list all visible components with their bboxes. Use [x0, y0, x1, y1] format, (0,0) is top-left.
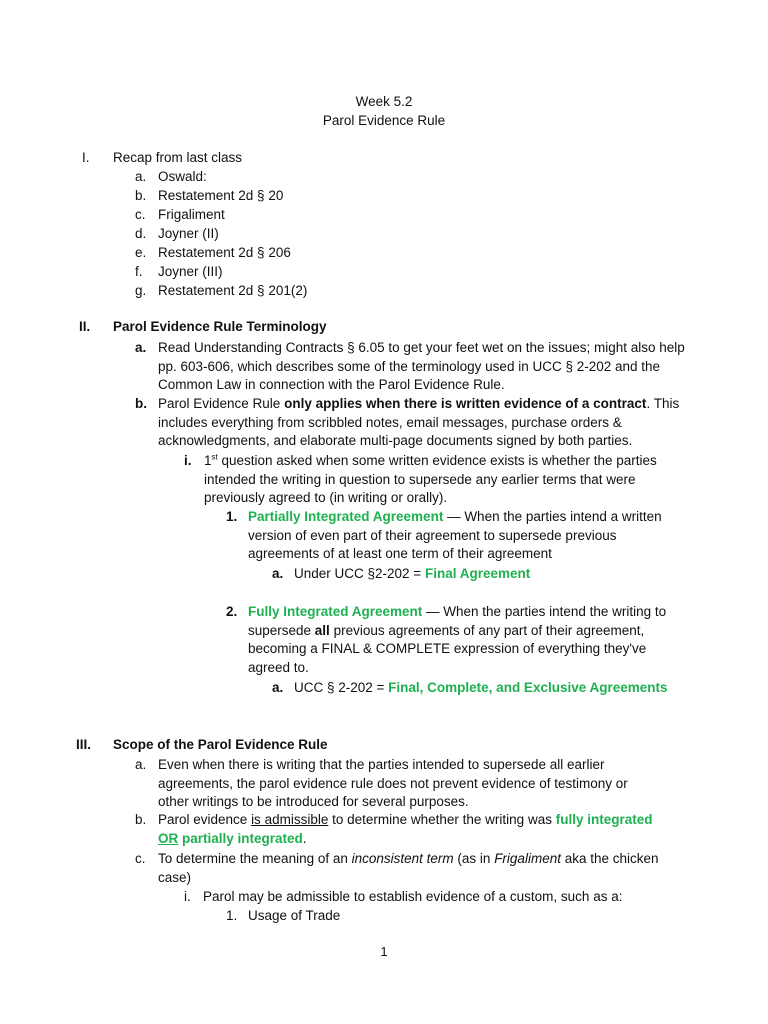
section-3-heading	[76, 736, 676, 755]
fully-integrated-text	[248, 603, 686, 677]
term-highlight: Final, Complete, and Exclusive Agreements	[388, 680, 668, 695]
section-3-subitem-i-text: Parol may be admissible to establish evidence of a custom, such as a:	[203, 889, 623, 904]
section-1-list-item	[135, 206, 655, 225]
section-2-title: Parol Evidence Rule Terminology	[113, 319, 327, 334]
list-item-text: Joyner (II)	[158, 226, 219, 241]
fully-integrated-sub-text	[294, 679, 692, 698]
section-1-list-item	[135, 168, 655, 187]
list-marker: b.	[135, 812, 147, 827]
text-run: 1	[204, 453, 212, 468]
section-3-item-c	[135, 850, 680, 887]
list-marker: a.	[272, 680, 284, 695]
text-run: Parol Evidence Rule	[158, 396, 285, 411]
text-run: previous agreements of any part of their agreement, becoming a FINAL & COMPLETE expression of everything they've agreed to.	[248, 622, 647, 675]
section-1-list-item	[135, 244, 655, 263]
list-marker: e.	[135, 245, 147, 260]
list-marker: c.	[135, 207, 146, 222]
partially-integrated-text	[248, 508, 681, 564]
page-number: 1	[380, 944, 388, 959]
term-highlight: Partially Integrated Agreement	[248, 509, 444, 524]
text-run: — When the parties intend a written version of even part of their agreement to supersede previous agreements of at least one term of their agreement	[248, 509, 662, 561]
text-run: . This includes everything from scribbled notes, email messages, purchase orders & acknowledgments, and elaborate multi-page documents signed by both parties.	[158, 396, 680, 448]
emphasis-text: all	[314, 622, 330, 638]
section-1-list-item	[135, 187, 655, 206]
text-run: To determine the meaning of an	[158, 851, 352, 866]
term-highlight: fully integrated	[555, 812, 653, 827]
section-2-item-a-text: Read Understanding Contracts § 6.05 to get your feet wet on the issues; might also help pp. 603-606, which describes some of the terminology used in UCC § 2-202 and the Common Law in connection with the Parol Evidence Rule.	[158, 340, 685, 392]
section-3-subitem-i	[184, 888, 684, 907]
section-2-item-b	[135, 395, 685, 451]
list-marker: g.	[135, 283, 147, 298]
section-3-item-b	[135, 811, 675, 848]
term-highlight: partially integrated	[178, 830, 303, 846]
list-marker: a.	[135, 757, 147, 772]
section-3-subitem-1	[226, 907, 686, 926]
emphasis-text: only applies when there is written evidence of a contract	[284, 396, 647, 411]
text-run: — When the parties intend the writing to supersede	[248, 604, 667, 638]
document-title: Week 5.2	[355, 94, 413, 109]
list-marker: i.	[184, 453, 192, 468]
section-3-item-c-text	[158, 850, 680, 887]
text-run: aka the chicken case)	[158, 851, 659, 885]
section-1-heading	[82, 149, 682, 168]
list-marker: a.	[135, 340, 147, 355]
document-subtitle: Parol Evidence Rule	[322, 113, 446, 128]
list-marker: i.	[184, 889, 191, 904]
italic-text: inconsistent term	[351, 851, 454, 866]
partially-integrated-subitem	[272, 565, 692, 584]
list-item-text: Restatement 2d § 201(2)	[158, 283, 308, 298]
text-run: question asked when some written evidence exists is whether the parties intended the writing in question to supersede any earlier terms that were previously agreed to (in writing or orally).	[204, 453, 657, 505]
italic-text: Frigaliment	[494, 851, 561, 866]
section-3-title: Scope of the Parol Evidence Rule	[113, 737, 328, 752]
partially-integrated-sub-text	[294, 565, 692, 584]
section-3-item-a-text: Even when there is writing that the parties intended to supersede all earlier agreements, the parol evidence rule does not prevent evidence of testimony or other writings to be introduced for several purposes.	[158, 757, 628, 809]
list-marker: b.	[135, 396, 147, 411]
section-2-heading	[79, 318, 679, 337]
list-marker: d.	[135, 226, 147, 241]
list-item-text: Restatement 2d § 206	[158, 245, 291, 260]
text-run: (as in	[453, 851, 495, 866]
text-run: to determine whether the writing was	[328, 812, 556, 827]
section-2-subitem-i-text	[204, 452, 684, 508]
list-marker: c.	[135, 851, 146, 866]
section-3-marker: III.	[76, 737, 92, 752]
fully-integrated-subitem	[272, 679, 692, 698]
section-2-item-b-text	[158, 395, 685, 451]
superscript: st	[211, 452, 218, 462]
section-3-subitem-1-text: Usage of Trade	[248, 908, 341, 923]
section-2-marker: II.	[79, 319, 91, 334]
text-run: UCC § 2-202 =	[294, 680, 389, 695]
section-1-list-item	[135, 263, 655, 282]
fully-integrated-item	[226, 603, 686, 677]
section-1-title: Recap from last class	[113, 150, 243, 165]
section-3-item-a	[135, 756, 655, 812]
list-item-text: Joyner (III)	[158, 264, 223, 279]
text-run: .	[302, 830, 307, 846]
list-marker: a.	[135, 169, 147, 184]
text-run: Under UCC §2-202 =	[294, 566, 425, 581]
list-marker: 2.	[226, 604, 238, 619]
section-2-subitem-i	[184, 452, 684, 508]
term-highlight: OR	[158, 830, 179, 846]
underlined-text: is admissible	[251, 812, 329, 827]
list-marker: 1.	[226, 908, 238, 923]
list-marker: a.	[272, 566, 284, 581]
list-marker: b.	[135, 188, 147, 203]
section-1-list-item	[135, 282, 655, 301]
section-1-marker: I.	[82, 150, 90, 165]
section-2-item-a	[135, 339, 685, 395]
text-run: Parol evidence	[158, 812, 252, 827]
partially-integrated-item	[226, 508, 681, 564]
list-marker: 1.	[226, 509, 238, 524]
list-item-text: Oswald:	[158, 169, 207, 184]
section-1-list-item	[135, 225, 655, 244]
list-marker: f.	[135, 264, 143, 279]
list-item-text: Restatement 2d § 20	[158, 188, 284, 203]
section-3-item-b-text	[158, 811, 675, 848]
term-highlight: Fully Integrated Agreement	[248, 604, 423, 619]
list-item-text: Frigaliment	[158, 207, 225, 222]
term-highlight: Final Agreement	[424, 566, 531, 581]
